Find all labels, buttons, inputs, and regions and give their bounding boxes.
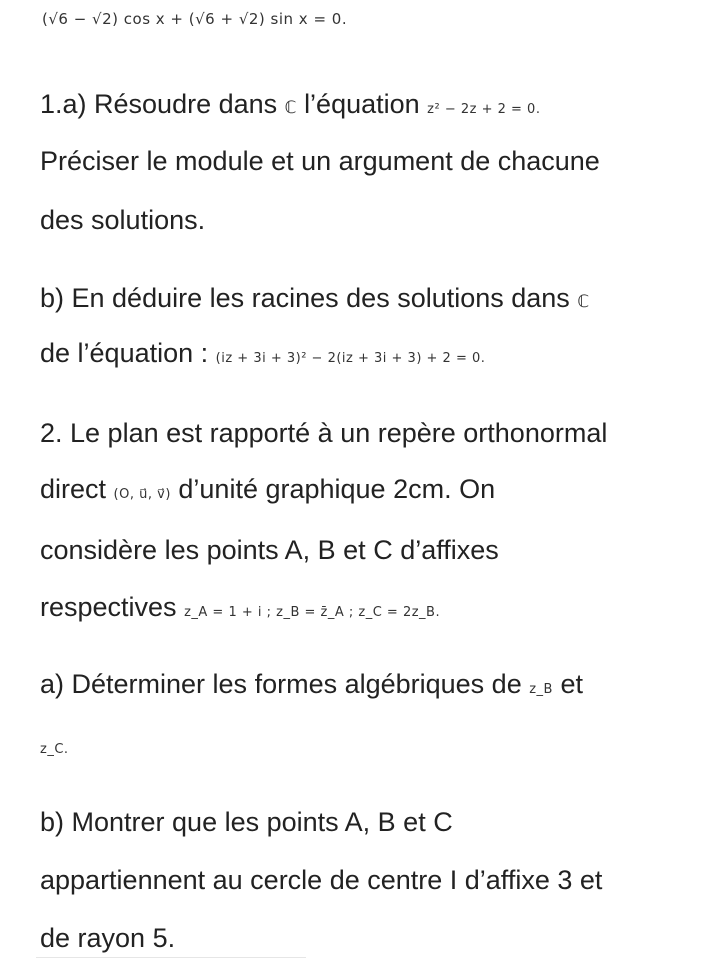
substituted-equation: (iz + 3i + 3)² − 2(iz + 3i + 3) + 2 = 0. — [215, 351, 486, 366]
question-2b-line-2: appartiennent au cercle de centre I d’affixe 3 et — [40, 865, 603, 895]
variable-zb: z_B — [529, 682, 553, 697]
question-1a-text-2: l’équation — [304, 89, 420, 119]
question-2-line-2 — [40, 471, 700, 513]
question-1a-line-3: des solutions. — [40, 205, 206, 235]
question-2b-line-3: de rayon 5. — [40, 923, 176, 953]
trig-equation: (√6 − √2) cos x + (√6 + √2) sin x = 0. — [42, 10, 348, 28]
question-1b-line-1 — [40, 280, 700, 320]
quadratic-equation: z² − 2z + 2 = 0. — [427, 102, 541, 117]
question-1a-text: 1.a) Résoudre dans — [40, 89, 278, 119]
question-2-line-3: considère les points A, B et C d’affixes — [40, 535, 499, 565]
question-2a-and: et — [560, 669, 584, 699]
complex-set-symbol-2: ℂ — [577, 292, 590, 312]
question-2-unit: d’unité graphique 2cm. On — [178, 474, 496, 504]
frame-notation: (O, u⃗, v⃗) — [113, 487, 171, 502]
question-2-respectives: respectives — [40, 592, 177, 622]
question-2a-text: a) Déterminer les formes algébriques de — [40, 669, 522, 699]
question-1a-line-2: Préciser le module et un argument de chacune — [40, 146, 600, 176]
question-2-line-4 — [40, 589, 700, 631]
question-1b-text-2: de l’équation : — [40, 338, 209, 368]
bottom-divider — [36, 957, 306, 958]
question-1a-line-1 — [40, 86, 700, 128]
question-1b-line-2 — [40, 335, 700, 377]
question-2a-line-2 — [40, 726, 700, 768]
question-1b-text: b) En déduire les racines des solutions dans — [40, 283, 570, 313]
question-2-direct: direct — [40, 474, 107, 504]
question-2-line-1: 2. Le plan est rapporté à un repère orthonormal — [40, 418, 608, 448]
question-2a-line-1 — [40, 666, 700, 708]
question-2b-line-1: b) Montrer que les points A, B et C — [40, 807, 453, 837]
variable-zc: z_C. — [40, 742, 69, 757]
complex-set-symbol: ℂ — [284, 98, 297, 118]
affixes-definition: z_A = 1 + i ; z_B = z̄_A ; z_C = 2z_B. — [184, 605, 441, 620]
